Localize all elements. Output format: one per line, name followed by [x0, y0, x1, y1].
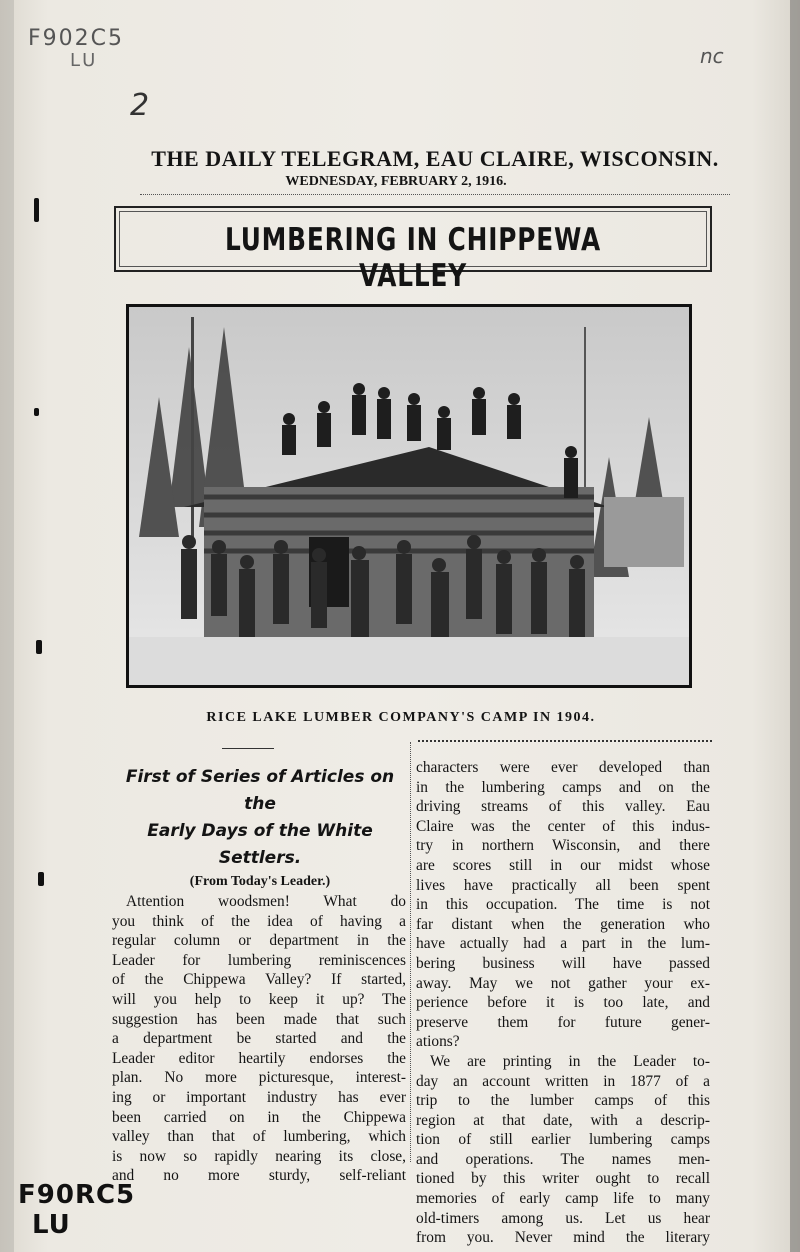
subhead-line: Early Days of the White	[147, 821, 373, 841]
text-line: Claire was the center of this indus-	[416, 817, 710, 835]
text-line: old-timers among us. Let us hear	[416, 1209, 710, 1227]
text-line: tioned by this writer ought to recall	[416, 1170, 710, 1188]
headline-box	[114, 206, 712, 294]
article-column-right	[416, 758, 710, 1248]
headline: LUMBERING IN CHIPPEWA VALLEY	[225, 222, 601, 294]
punch-mark	[34, 408, 39, 416]
text-line: and operations. The names men-	[416, 1150, 710, 1168]
text-line: will you help to keep it up? The	[112, 990, 406, 1008]
text-line: bering business will have passed	[416, 954, 710, 972]
handwritten-catalog-number: F902C5	[28, 26, 125, 51]
handwritten-note: nc	[700, 44, 724, 68]
text-line: regular column or department in the	[112, 932, 406, 950]
text-line: Leader for lumbering reminiscences	[112, 951, 406, 969]
scan-edge-left	[0, 0, 14, 1252]
text-line: Attention woodsmen! What do	[126, 893, 406, 910]
text-line: of the Chippewa Valley? If started,	[112, 971, 406, 989]
text-line: region at that date, with a descrip-	[416, 1111, 710, 1129]
article-column-left	[112, 892, 406, 1186]
text-line: ations?	[416, 1033, 460, 1051]
column-rule	[222, 748, 274, 749]
publication-date: WEDNESDAY, FEBRUARY 2, 1916.	[285, 174, 507, 189]
text-line: tion of still earlier lumbering camps	[416, 1131, 710, 1149]
text-line: memories of early camp life to many	[416, 1190, 710, 1208]
text-line: from you. Never mind the literary	[416, 1229, 710, 1247]
punch-mark	[38, 872, 44, 886]
scan-edge-right	[790, 0, 800, 1252]
text-line: in the lumbering camps and on the	[416, 778, 710, 796]
text-line: perience before it is too late, and	[416, 994, 710, 1012]
article-subhead	[112, 764, 408, 872]
column-rule	[418, 740, 712, 742]
text-line: We are printing in the Leader to-	[430, 1052, 710, 1070]
punch-mark	[34, 198, 39, 222]
handwritten-catalog-suffix: LU	[70, 50, 99, 71]
text-line: ing or important industry has ever	[112, 1088, 406, 1106]
text-line: trip to the lumber camps of this	[416, 1092, 710, 1110]
text-line: a department be started and the	[112, 1030, 406, 1048]
newspaper-masthead: THE DAILY TELEGRAM, EAU CLAIRE, WISCONSIN.	[151, 146, 719, 171]
subhead-line: Settlers.	[218, 848, 302, 868]
camp-photo-image	[129, 307, 689, 685]
text-line: driving streams of this valley. Eau	[416, 798, 710, 816]
text-line: preserve them for future gener-	[416, 1013, 710, 1031]
camp-photograph	[126, 304, 692, 688]
text-line: valley than that of lumbering, which	[112, 1128, 406, 1146]
text-line: is now so rapidly nearing its close,	[112, 1147, 406, 1165]
catalog-label-line-2: LU	[32, 1210, 71, 1240]
photo-caption: RICE LAKE LUMBER COMPANY'S CAMP IN 1904.	[206, 710, 596, 725]
catalog-label-line-1: F90RC5	[18, 1180, 136, 1210]
subhead-line: First of Series of Articles on the	[125, 767, 395, 814]
masthead-rule	[140, 194, 730, 195]
text-line: Leader editor heartily endorses the	[112, 1049, 406, 1067]
text-line: try in northern Wisconsin, and there	[416, 837, 710, 855]
text-line: suggestion has been made that such	[112, 1010, 406, 1028]
handwritten-page-number: 2	[130, 88, 150, 123]
text-line: been carried on in the Chippewa	[112, 1108, 406, 1126]
text-line: day an account written in 1877 of a	[416, 1072, 710, 1090]
text-line: lives have practically all been spent	[416, 876, 710, 894]
text-line: are scores still in our midst whose	[416, 856, 710, 874]
text-line: and no more sturdy, self-reliant	[112, 1167, 406, 1185]
article-source: (From Today's Leader.)	[189, 874, 331, 889]
text-line: characters were ever developed than	[416, 759, 710, 776]
column-divider	[410, 742, 411, 1162]
text-line: plan. No more picturesque, interest-	[112, 1069, 406, 1087]
punch-mark	[36, 640, 42, 654]
text-line: you think of the idea of having a	[112, 912, 406, 930]
text-line: have actually had a part in the lum-	[416, 935, 710, 953]
text-line: in this occupation. The time is not	[416, 896, 710, 914]
text-line: far distant when the generation who	[416, 915, 710, 933]
text-line: away. May we not gather your ex-	[416, 974, 710, 992]
handwritten-catalog-label	[18, 1180, 135, 1240]
